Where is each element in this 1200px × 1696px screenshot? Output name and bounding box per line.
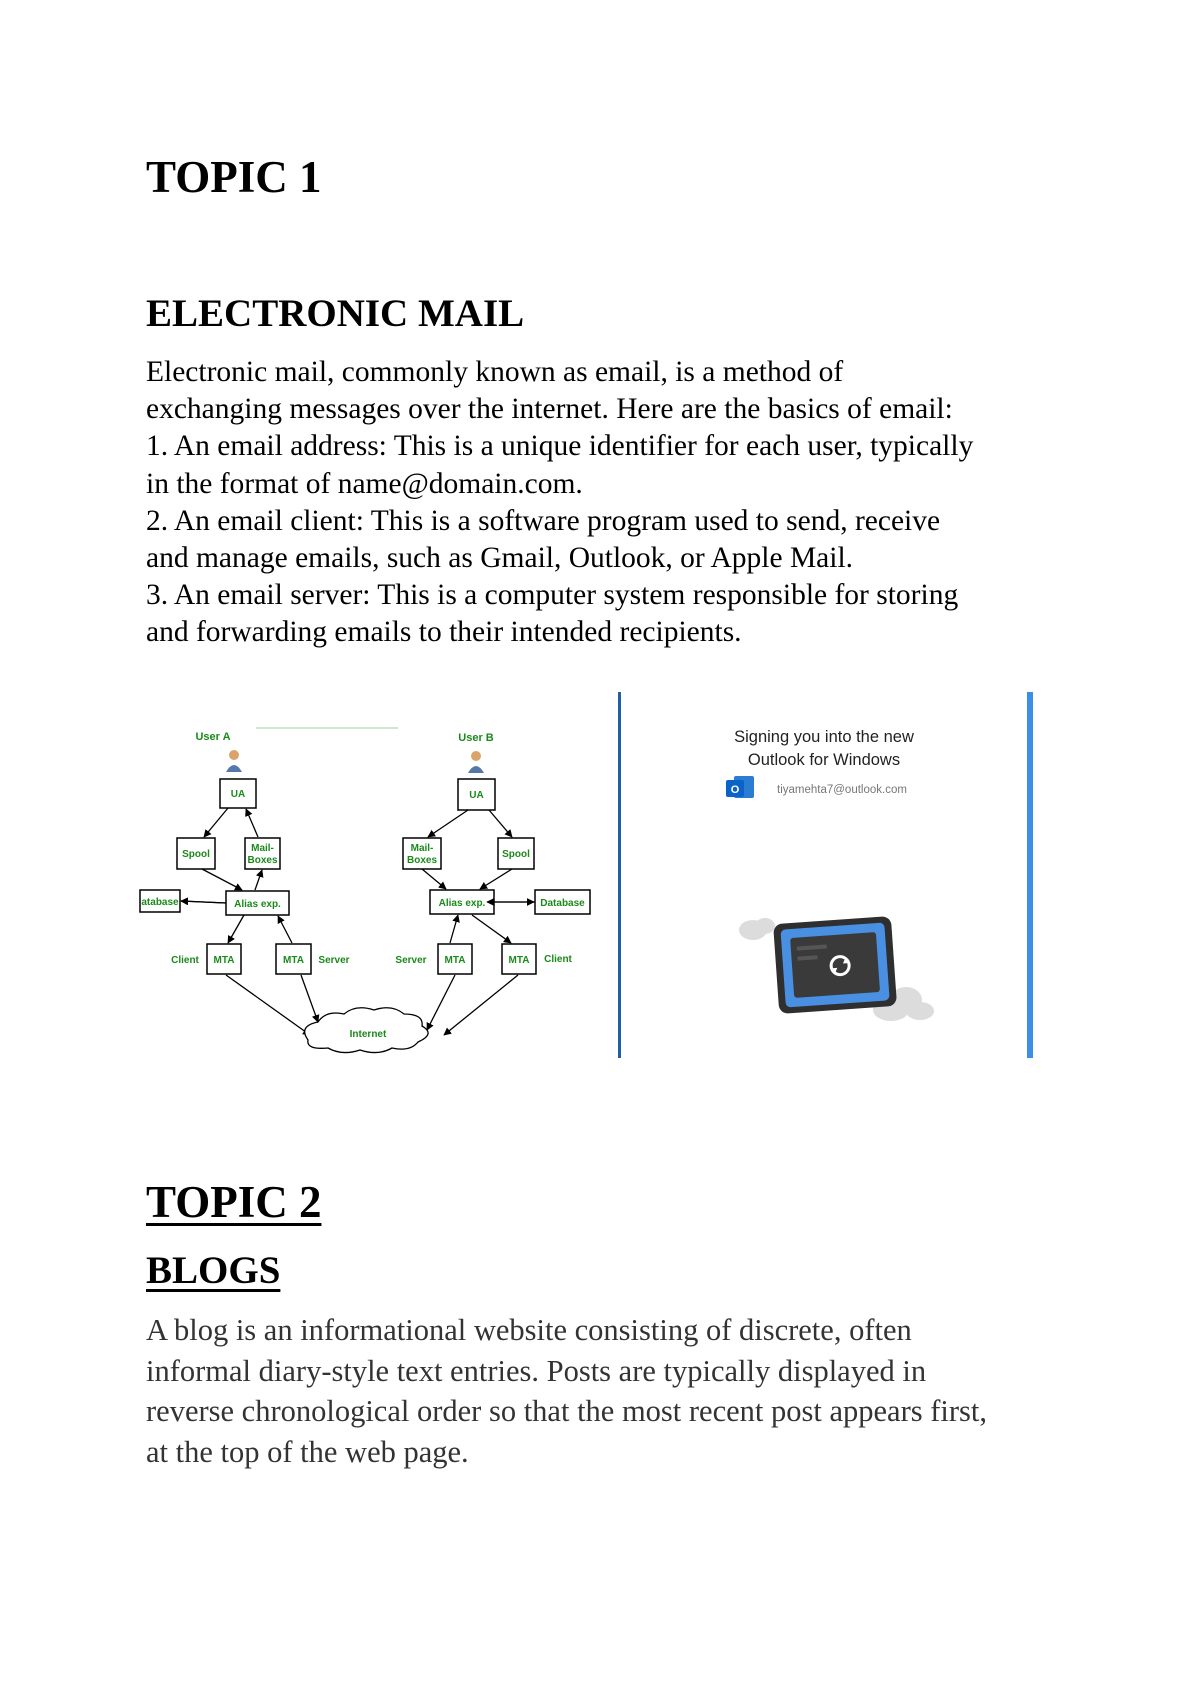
paragraph-line: reverse chronological order so that the most recent post appears first, bbox=[146, 1394, 987, 1428]
alias-label: Alias exp. bbox=[438, 898, 486, 909]
paragraph-line: 1. An email address: This is a unique identifier for each user, typically bbox=[146, 430, 974, 463]
mta-label: MTA bbox=[283, 955, 304, 966]
client-label: Client bbox=[544, 954, 572, 965]
paragraph-line: in the format of name@domain.com. bbox=[146, 467, 583, 500]
sync-device-icon bbox=[773, 916, 897, 1014]
spool-label: Spool bbox=[502, 849, 530, 860]
paragraph-line: informal diary-style text entries. Posts are typically displayed in bbox=[146, 1353, 927, 1388]
mailboxes-label: Boxes bbox=[406, 855, 438, 866]
paragraph-line: 3. An email server: This is a computer system responsible for storing bbox=[146, 579, 959, 612]
paragraph-line: 2. An email client: This is a software program used to send, receive bbox=[146, 504, 941, 537]
user-b-label: User B bbox=[458, 732, 494, 744]
topic-2-heading: TOPIC 2 bbox=[146, 1177, 322, 1227]
alias-label: Alias exp. bbox=[234, 899, 281, 910]
paragraph-line: and manage emails, such as Gmail, Outlook, or Apple Mail. bbox=[146, 542, 854, 575]
screen-right-edge bbox=[1027, 692, 1033, 1058]
internet-label: Internet bbox=[349, 1029, 387, 1040]
server-label: Server bbox=[395, 955, 427, 966]
outlook-logo-letter: O bbox=[730, 784, 740, 796]
database-label: Database bbox=[540, 898, 585, 909]
paragraph-line: exchanging messages over the internet. Here are the basics of email: bbox=[146, 393, 953, 426]
email-architecture-diagram bbox=[141, 700, 596, 1060]
client-label: Client bbox=[171, 955, 199, 966]
paragraph-line: at the top of the web page. bbox=[146, 1434, 469, 1469]
ua-label: UA bbox=[230, 789, 246, 800]
mailboxes-label: Boxes bbox=[247, 855, 278, 866]
blogs-paragraph bbox=[146, 1310, 987, 1472]
user-b-icon bbox=[468, 751, 484, 773]
user-a-label: User A bbox=[195, 731, 231, 743]
email-paragraph bbox=[146, 354, 973, 652]
outlook-signin-screenshot bbox=[618, 692, 1036, 1058]
paragraph-line: A blog is an informational website consisting of discrete, often bbox=[146, 1313, 912, 1347]
topic-1-heading: TOPIC 1 bbox=[146, 152, 322, 202]
paragraph-line: Electronic mail, commonly known as email, is a method of bbox=[146, 356, 844, 388]
blogs-title: BLOGS bbox=[146, 1249, 281, 1292]
mta-label: MTA bbox=[444, 955, 466, 966]
mailboxes-label: Mail- bbox=[410, 843, 434, 854]
mta-label: MTA bbox=[508, 955, 530, 966]
screen-left-edge bbox=[618, 692, 621, 1058]
mta-label: MTA bbox=[213, 955, 235, 966]
signin-line-1: Signing you into the new bbox=[734, 728, 914, 746]
server-label: Server bbox=[318, 955, 350, 966]
mailboxes-label: Mail- bbox=[251, 843, 274, 854]
database-label: atabase bbox=[141, 897, 179, 908]
electronic-mail-title: ELECTRONIC MAIL bbox=[146, 292, 525, 335]
paragraph-line: and forwarding emails to their intended recipients. bbox=[146, 616, 742, 649]
spool-label: Spool bbox=[182, 849, 210, 860]
signin-line-2: Outlook for Windows bbox=[747, 751, 901, 769]
ua-label: UA bbox=[469, 790, 484, 801]
signin-email: tiyamehta7@outlook.com bbox=[777, 784, 907, 796]
user-a-icon bbox=[226, 750, 242, 772]
